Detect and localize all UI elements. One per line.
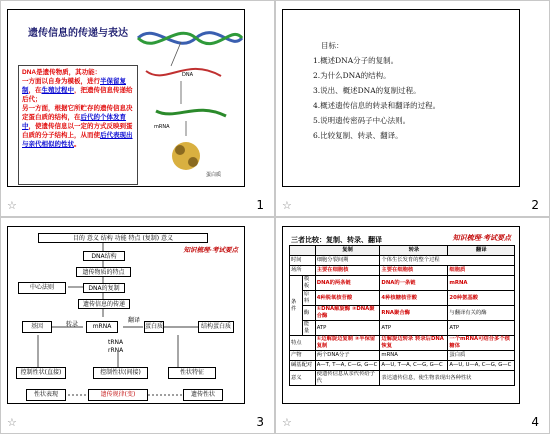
table-cell: 模板 [302, 276, 315, 291]
traits-box: 性状特征 [168, 367, 216, 379]
table-row [290, 336, 515, 351]
dna-function-box [18, 65, 138, 185]
genetic-info-box: 遗传信息的传递 [78, 299, 130, 309]
box-text: 一方面以自身为模板，进行 [22, 78, 100, 85]
protein-label: 蛋白质 [206, 172, 222, 178]
dna-replication-box: DNA的复制 [83, 283, 125, 293]
rrna-label: rRNA [108, 347, 124, 354]
table-cell: ATP [380, 321, 448, 336]
star-icon[interactable]: ☆ [282, 417, 292, 429]
slide-number: 3 [256, 415, 264, 429]
protein-box: 蛋白质 [144, 321, 164, 333]
dna-label: DNA [182, 72, 194, 78]
table-row [290, 351, 515, 361]
objectives-heading: 目标： [321, 41, 344, 50]
star-icon[interactable]: ☆ [7, 200, 17, 212]
header-cell [290, 246, 316, 256]
list-item: 6.比较复制、转录、翻译。 [313, 131, 403, 140]
genetic-feature-box: 遗传物质的特点 [76, 267, 131, 277]
dna-structure-box: DNA结构 [83, 251, 125, 261]
slide-thumbnail-2[interactable] [275, 0, 550, 217]
slide-number: 1 [256, 198, 264, 212]
table-cell: 碱基配对 [290, 361, 316, 371]
table-cell: ①边解旋边复制 ②半保留复制 [315, 336, 380, 351]
trna-label: tRNA [108, 339, 124, 346]
slide-canvas [7, 226, 245, 404]
table-cell: 条件 [290, 276, 303, 336]
box-text: ，在 [28, 87, 42, 94]
control-indirect-box: 控制性状(间接) [93, 367, 148, 379]
header-cell: 转录 [380, 246, 448, 256]
control-direct-box: 控制性状(直接) [16, 367, 66, 379]
box-text: 。 [74, 141, 81, 148]
slide-title: 三者比较：复制、转录、翻译 [291, 236, 382, 244]
slide-canvas [282, 9, 520, 187]
table-cell: 时间 [290, 256, 316, 266]
table-cell: 使遗传信息从亲代传给子代 [315, 371, 380, 386]
central-dogma-box: 中心法则 [18, 282, 66, 294]
table-cell: 两个DNA分子 [315, 351, 380, 361]
table-cell: A—U, T—A, C—G, G—C [380, 361, 448, 371]
genetic-traits-box: 遗传性状 [183, 389, 223, 401]
table-cell: DNA的两条链 [315, 276, 380, 291]
translation-label: 翻译 [128, 317, 141, 324]
star-icon[interactable]: ☆ [282, 200, 292, 212]
gene-box: 基因 [22, 321, 52, 333]
table-cell: 场所 [290, 266, 316, 276]
table-cell: 蛋白质 [448, 351, 515, 361]
table-cell: DNA的一条链 [380, 276, 448, 291]
box-text: ，把遗传信息传递给后代； [22, 87, 133, 103]
star-icon[interactable]: ☆ [7, 417, 17, 429]
list-item: 4.概述遗传信息的转录和翻译的过程。 [313, 101, 441, 110]
transcription-label: 转录 [66, 321, 79, 328]
table-row [290, 361, 515, 371]
slide-number: 4 [531, 415, 539, 429]
table-cell: 一个mRNA可结合多个核糖体 [448, 336, 515, 351]
table-cell: 20种氨基酸 [448, 291, 515, 306]
table-cell: 与翻译有关的酶 [448, 306, 515, 321]
table-cell: A—U, U—A, C—G, G—C [448, 361, 515, 371]
table-row [290, 321, 515, 336]
table-cell: ①DNA解旋酶 ②DNA聚合酶 [315, 306, 380, 321]
slide-thumbnail-4[interactable] [275, 217, 550, 434]
table-cell: 细胞分裂间期 [315, 256, 380, 266]
slide-thumbnail-1[interactable] [0, 0, 275, 217]
table-row [290, 306, 515, 321]
mrna-box: mRNA [86, 321, 118, 333]
table-cell: mRNA [380, 351, 448, 361]
table-row [290, 371, 515, 386]
table-cell: 个体生长发育的整个过程 [380, 256, 515, 266]
table-header-row [290, 246, 515, 256]
slide-canvas [282, 226, 520, 404]
phenotype-box: 性状表现 [26, 389, 66, 401]
table-cell: 细胞质 [448, 266, 515, 276]
box-highlight: 半保留复制 [22, 78, 126, 94]
table-cell: 边解旋边转录 转录后DNA恢复 [380, 336, 448, 351]
top-bar: 目的 意义 结构 功能 特点 (复制) 意义 [38, 233, 208, 243]
table-row [290, 256, 515, 266]
table-cell: mRNA [448, 276, 515, 291]
comparison-table [289, 245, 515, 386]
box-text: ，使遗传信息以一定的方式反映到蛋白质的分子结构上，从而使 [22, 123, 133, 139]
slide-thumbnail-3[interactable] [0, 217, 275, 434]
genetic-law-box: 遗传规律(变) [88, 389, 148, 401]
table-row [290, 276, 515, 291]
header-cell: 翻译 [448, 246, 515, 256]
table-cell: 主要在细胞核 [380, 266, 448, 276]
table-cell: 表达遗传信息，使生物表现出各种性状 [380, 371, 515, 386]
box-text: 另一方面，根据它所贮存的遗传信息决定蛋白质的结构，在 [22, 105, 133, 121]
table-cell: 主要在细胞核 [315, 266, 380, 276]
slide-number: 2 [531, 198, 539, 212]
table-cell: 4种核糖核苷酸 [380, 291, 448, 306]
list-item: 2.为什么DNA的结构。 [313, 71, 391, 80]
table-cell: 产物 [290, 351, 316, 361]
slide-title: 遗传信息的传递与表达 [28, 28, 128, 39]
table-row [290, 291, 515, 306]
header-cell: 复制 [315, 246, 380, 256]
table-cell: 酶 [302, 306, 315, 321]
mrna-label: mRNA [154, 124, 170, 130]
box-highlight: 后代的个体发育中 [22, 114, 126, 130]
table-cell: 4种脱氧核苷酸 [315, 291, 380, 306]
slide-canvas [7, 9, 245, 187]
brand-label: 知识梳理·考试要点 [452, 235, 511, 242]
table-cell: A—T, T—A, C—G, G—C [315, 361, 380, 371]
box-heading: DNA是遗传物质，其功能： [22, 69, 102, 76]
box-highlight: 生殖过程中 [41, 87, 74, 94]
box-highlight: 后代表现出与亲代相似的性状 [22, 132, 133, 148]
table-cell: 能量 [302, 321, 315, 336]
list-item: 5.说明遗传密码子中心法则。 [313, 116, 411, 125]
objectives-list [313, 38, 440, 143]
table-cell: ATP [315, 321, 380, 336]
table-cell: 意义 [290, 371, 316, 386]
table-row [290, 266, 515, 276]
list-item: 1.概述DNA分子的复制。 [313, 56, 399, 65]
table-cell: 特点 [290, 336, 316, 351]
structure-protein-box: 结构蛋白质 [198, 321, 234, 333]
table-cell: RNA聚合酶 [380, 306, 448, 321]
list-item: 3.说出、概述DNA的复制过程。 [313, 86, 421, 95]
brand-label: 知识梳理·考试要点 [183, 246, 238, 254]
table-cell: 原料 [302, 291, 315, 306]
dna-helix-illustration [136, 16, 244, 181]
table-cell: ATP [448, 321, 515, 336]
